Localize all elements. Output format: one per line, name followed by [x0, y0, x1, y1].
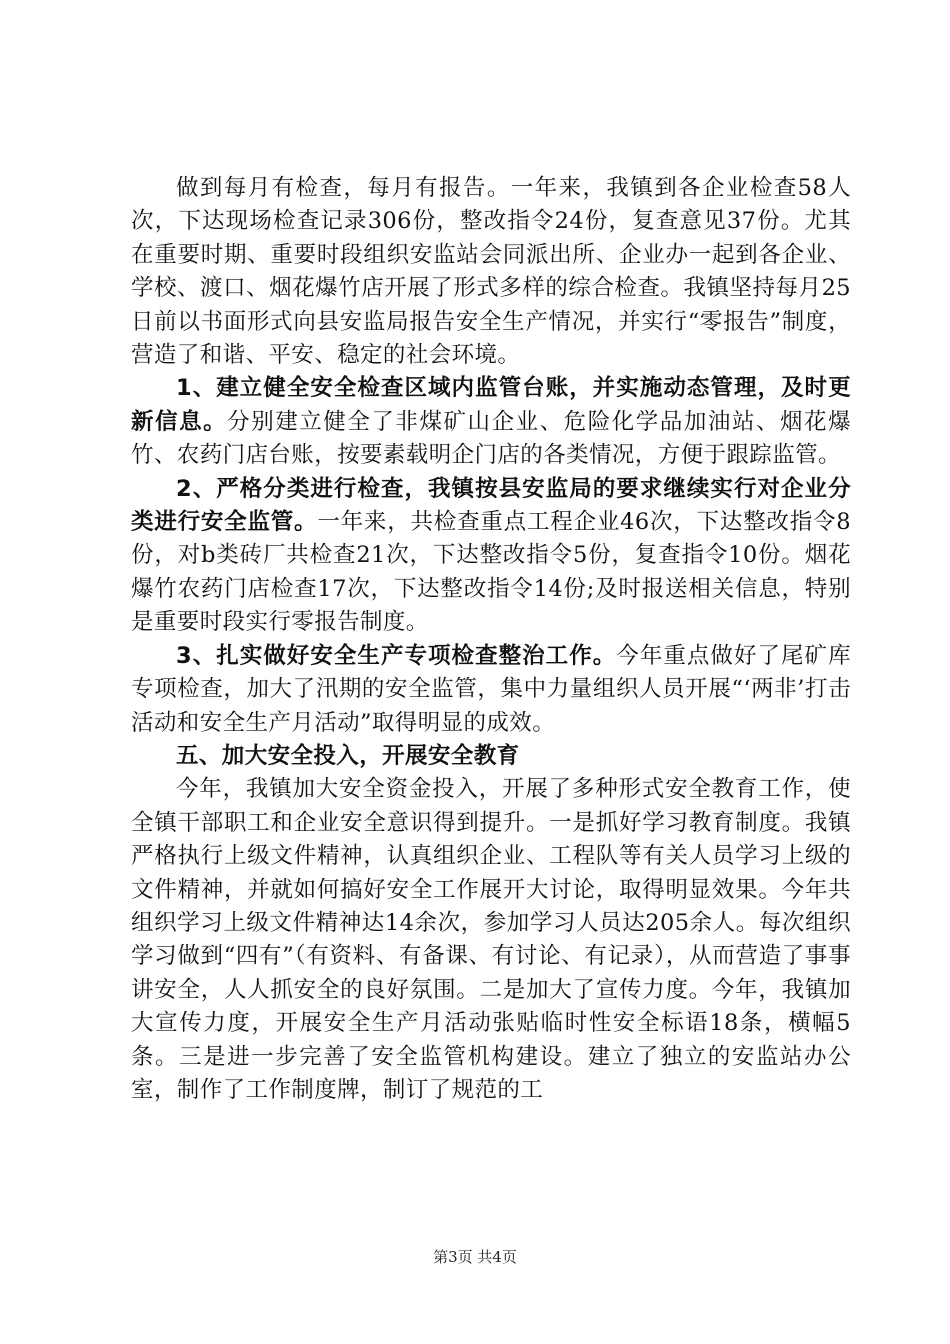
paragraph-item-1 — [131, 372, 851, 472]
paragraph-section-body: 今年，我镇加大安全资金投入，开展了多种形式安全教育工作，使全镇干部职工和企业安全意识得到提升。一是抓好学习教育制度。我镇严格执行上级文件精神，认真组织企业、工程队等有关人员学习上级的文件精神，并就如何搞好安全工作展开大讨论，取得明显效果。今年共组织学习上级文件精神达14余次，参加学习人员达205余人。每次组织学习做到“四有”（有资料、有备课、有讨论、有记录），从而营造了事事讲安全，人人抓安全的良好氛围。二是加大了宣传力度。今年，我镇加大宣传力度，开展安全生产月活动张贴临时性安全标语18条，横幅5条。三是进一步完善了安全监管机构建设。建立了独立的安监站办公室，制作了工作制度牌，制订了规范的工 — [131, 776, 851, 1103]
paragraph-text: 做到每月有检查，每月有报告。一年来，我镇到各企业检查58人次，下达现场检查记录306份，整改指令24份，复查意见37份。尤其在重要时期、重要时段组织安监站会同派出所、企业办一起到各企业、学校、渡口、烟花爆竹店开展了形式多样的综合检查。我镇坚持每月25日前以书面形式向县安监局报告安全生产情况，并实行“零报告”制度，营造了和谐、平安、稳定的社会环境。 — [131, 175, 851, 369]
paragraph-text: 今年重点做好了尾矿库专项检查，加大了汛期的安全监管，集中力量组织人员开展“‘两非’打击活动和安全生产月活动”取得明显的成效。 — [131, 642, 851, 736]
paragraph-lead: 2、严格分类进行检查，我镇按县安监局的要求继续实行对企业分类进行安全监管。 — [131, 475, 851, 536]
paragraph-lead: 1、建立健全安全检查区域内监管台账，并实施动态管理，及时更新信息。 — [131, 375, 851, 435]
paragraph-item-2 — [131, 473, 851, 640]
paragraph-lead: 3、扎实做好安全生产专项检查整治工作。 — [176, 642, 617, 669]
document-body — [131, 172, 851, 1107]
section-title: 五、加大安全投入，开展安全教育 — [176, 742, 520, 769]
paragraph-text: 一年来，共检查重点工程企业46次，下达整改指令8份，对b类砖厂共检查21次，下达整改指令5份，复查指令10份。烟花爆竹农药门店检查17次，下达整改指令14份;及时报送相关信息，特别是重要时段实行零报告制度。 — [131, 509, 852, 636]
paragraph-inspection-summary — [131, 172, 851, 372]
paragraph-text: 分别建立健全了非煤矿山企业、危险化学品加油站、烟花爆竹、农药门店台账，按要素载明企门店的各类情况，方便于跟踪监管。 — [131, 408, 851, 469]
paragraph-item-3 — [131, 640, 851, 740]
page-footer: 第3页 共4页 — [433, 1248, 517, 1266]
